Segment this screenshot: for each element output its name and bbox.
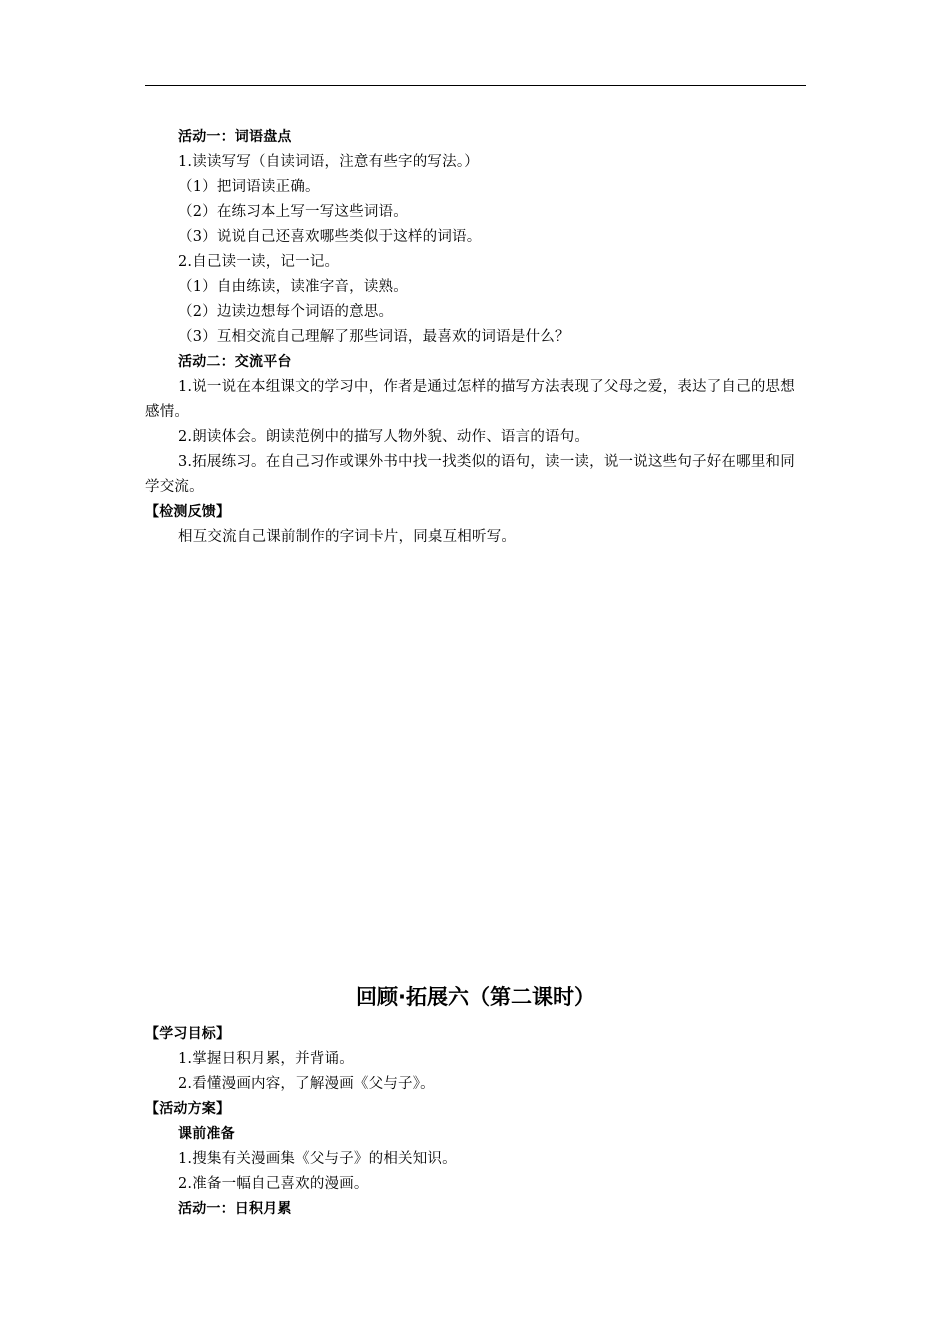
prep-heading: 课前准备 [178,1126,235,1142]
item-2-3: （3）互相交流自己理解了那些词语，最喜欢的词语是什么？ [178,329,570,345]
activity2-item-1: 1.说一说在本组课文的学习中，作者是通过怎样的描写方法表现了父母之爱，表达了自己的思想感情。 [145,379,795,420]
goal-1: 1.掌握日积月累，并背诵。 [178,1051,354,1067]
plan-heading: 【活动方案】 [145,1101,231,1117]
activity2-item-2: 2.朗读体会。朗读范例中的描写人物外貌、动作、语言的语句。 [178,429,590,445]
feedback-text: 相互交流自己课前制作的字词卡片，同桌互相听写。 [178,529,517,545]
prep-1: 1.搜集有关漫画集《父与子》的相关知识。 [178,1151,457,1167]
prep-2: 2.准备一幅自己喜欢的漫画。 [178,1176,369,1192]
item-1: 1.读读写写（自读词语，注意有些字的写法。） [178,154,479,170]
header-rule [145,85,806,86]
item-1-2: （2）在练习本上写一写这些词语。 [178,204,408,220]
activity2-heading: 活动二：交流平台 [178,354,292,370]
goal-2: 2.看懂漫画内容，了解漫画《父与子》。 [178,1076,435,1092]
part2-activity1-heading: 活动一：日积月累 [178,1201,292,1217]
item-1-3: （3）说说自己还喜欢哪些类似于这样的词语。 [178,229,482,245]
item-1-1: （1）把词语读正确。 [178,179,320,195]
item-2-1: （1）自由练读，读准字音，读熟。 [178,279,408,295]
item-2-2: （2）边读边想每个词语的意思。 [178,304,394,320]
activity2-item-3: 3.拓展练习。在自己习作或课外书中找一找类似的语句，读一读，说一说这些句子好在哪里和同学交流。 [145,454,795,495]
activity1-heading: 活动一：词语盘点 [178,129,292,145]
item-2: 2.自己读一读，记一记。 [178,254,340,270]
lesson-title: 回顾·拓展六（第二课时） [356,985,595,1009]
goals-heading: 【学习目标】 [145,1026,231,1042]
feedback-heading: 【检测反馈】 [145,504,231,520]
